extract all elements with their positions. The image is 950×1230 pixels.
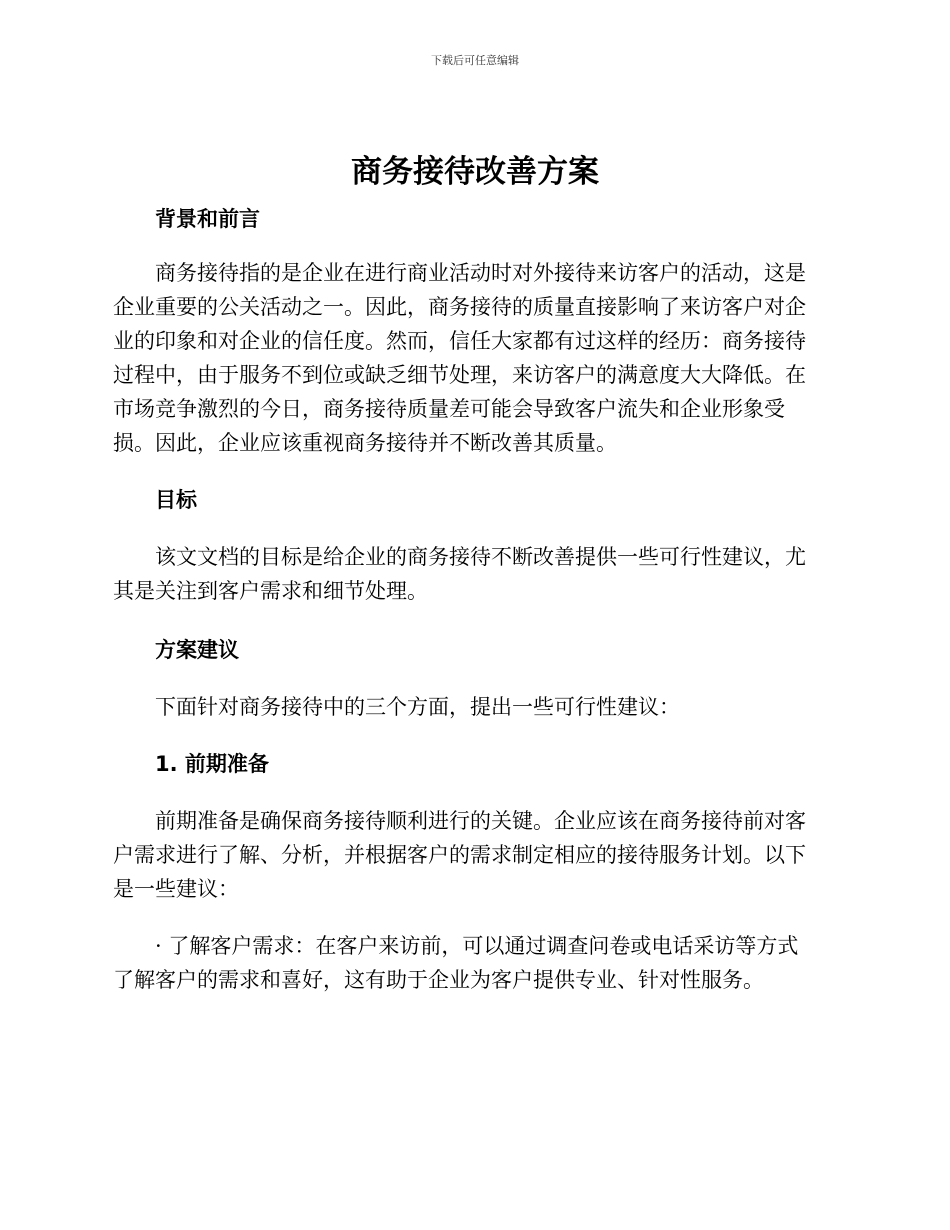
text-line: 该文文档的目标是给企业的商务接待不断改善提供一些可行性建议，尤 — [155, 545, 806, 569]
heading-proposal: 方案建议 — [155, 638, 239, 662]
text-line: 是一些建议： — [113, 877, 239, 901]
heading-preparation: 1. 前期准备 — [155, 752, 269, 776]
text-line: 过程中，由于服务不到位或缺乏细节处理，来访客户的满意度大大降低。在 — [113, 363, 806, 387]
bullet-item-customer-needs — [113, 929, 833, 997]
paragraph-proposal-intro — [113, 690, 833, 724]
header-note: 下载后可任意编辑 — [431, 54, 519, 67]
document-title: 商务接待改善方案 — [351, 154, 599, 190]
paragraph-preparation — [113, 804, 833, 906]
text-line: · 了解客户需求：在客户来访前，可以通过调查问卷或电话采访等方式 — [155, 934, 799, 958]
text-line: 损。因此，企业应该重视商务接待并不断改善其质量。 — [113, 431, 617, 455]
text-line: 其是关注到客户需求和细节处理。 — [113, 579, 428, 603]
text-line: 商务接待指的是企业在进行商业活动时对外接待来访客户的活动，这是 — [155, 261, 806, 285]
text-line: 下面针对商务接待中的三个方面，提出一些可行性建议： — [155, 695, 680, 719]
text-line: 企业重要的公关活动之一。因此，商务接待的质量直接影响了来访客户对企 — [113, 295, 806, 319]
heading-goal: 目标 — [155, 488, 197, 512]
text-line: 了解客户的需求和喜好，这有助于企业为客户提供专业、针对性服务。 — [113, 968, 764, 992]
paragraph-goal — [113, 540, 833, 608]
text-line: 业的印象和对企业的信任度。然而，信任大家都有过这样的经历：商务接待 — [113, 329, 806, 353]
document-body — [113, 202, 833, 997]
paragraph-background — [113, 256, 833, 460]
text-line: 前期准备是确保商务接待顺利进行的关键。企业应该在商务接待前对客 — [155, 809, 806, 833]
text-line: 户需求进行了解、分析，并根据客户的需求制定相应的接待服务计划。以下 — [113, 843, 806, 867]
text-line: 市场竞争激烈的今日，商务接待质量差可能会导致客户流失和企业形象受 — [113, 397, 785, 421]
heading-background: 背景和前言 — [155, 207, 260, 231]
